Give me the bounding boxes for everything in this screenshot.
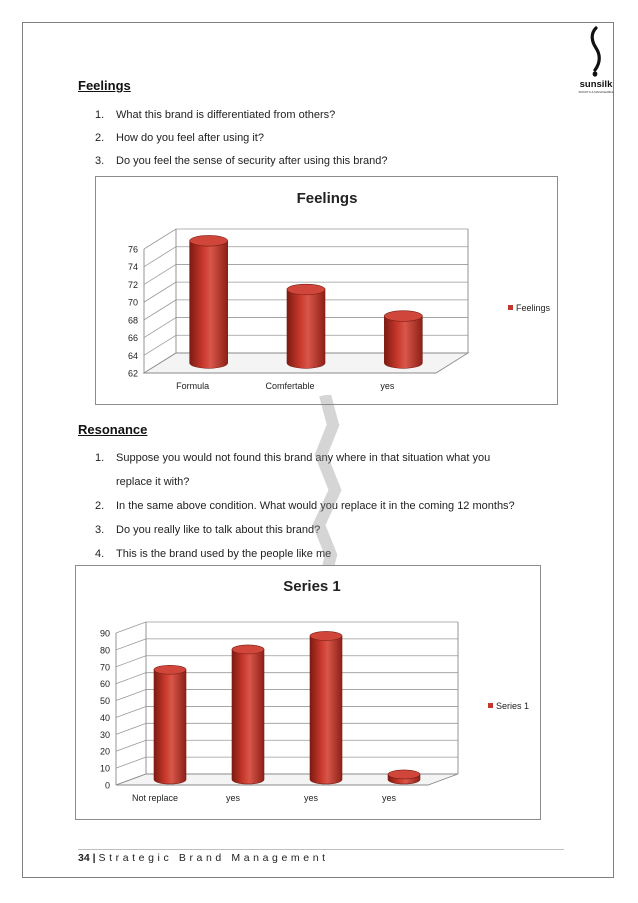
- y-tick-label: 10: [99, 763, 110, 774]
- y-tick-label: 74: [127, 262, 138, 273]
- x-tick-label: Not replace: [131, 793, 179, 803]
- bar: [190, 235, 228, 368]
- bar: [154, 665, 186, 784]
- bar: [310, 631, 342, 784]
- gridline-side: [116, 673, 146, 684]
- x-tick-label: Comfertable: [265, 381, 315, 391]
- gridline-side: [116, 656, 146, 667]
- y-tick-label: 64: [127, 350, 138, 361]
- bar: [287, 284, 325, 368]
- legend-label: Feelings: [516, 303, 551, 313]
- x-tick-label: yes: [380, 381, 395, 391]
- gridline-side: [144, 335, 176, 355]
- gridline-side: [144, 264, 176, 284]
- y-tick-label: 72: [127, 279, 138, 290]
- watermark-graphic: [295, 395, 355, 580]
- footer-separator: |: [92, 852, 96, 864]
- list-item: 2. In the same above condition. What would you replace it in the coming 12 months?: [95, 500, 515, 512]
- list-item: 1. What this brand is differentiated from others?: [95, 109, 336, 121]
- feelings-question-list: [95, 104, 388, 173]
- gridline-side: [116, 706, 146, 717]
- list-item: 3. Do you really like to talk about this brand?: [95, 524, 321, 536]
- gridline-side: [116, 690, 146, 701]
- bar: [388, 770, 420, 784]
- legend-label: Series 1: [496, 701, 530, 711]
- bar: [384, 311, 422, 369]
- sunsilk-logo: [574, 26, 618, 96]
- gridline-side: [144, 300, 176, 320]
- chart-title: Series 1: [283, 578, 341, 595]
- y-tick-label: 0: [104, 780, 110, 791]
- y-tick-label: 60: [99, 679, 110, 690]
- list-item: 3. Do you feel the sense of security after using this brand?: [95, 155, 388, 167]
- section-heading-resonance: Resonance: [78, 422, 148, 437]
- y-tick-label: 70: [127, 297, 138, 308]
- x-tick-label: yes: [381, 793, 397, 803]
- list-item: 2. How do you feel after using it?: [95, 132, 264, 144]
- y-tick-label: 62: [127, 368, 138, 379]
- gridline-side: [144, 247, 176, 267]
- y-tick-label: 80: [99, 645, 110, 656]
- gridline-side: [144, 282, 176, 302]
- y-tick-label: 50: [99, 696, 110, 707]
- footer-title: Strategic Brand Management: [98, 852, 329, 864]
- footer-divider: [78, 849, 564, 850]
- y-tick-label: 30: [99, 729, 110, 740]
- y-tick-label: 76: [127, 244, 138, 255]
- y-tick-label: 68: [127, 315, 138, 326]
- gridline-side: [144, 318, 176, 338]
- section-heading-feelings: Feelings: [78, 78, 131, 93]
- list-item: 1. Suppose you would not found this brand any where in that situation what you replace it with?: [95, 452, 491, 488]
- page-footer: [78, 852, 329, 864]
- feelings-chart: [95, 176, 558, 405]
- y-tick-label: 70: [99, 662, 110, 673]
- gridline-side: [116, 639, 146, 650]
- x-tick-label: Formula: [176, 381, 210, 391]
- x-tick-label: yes: [303, 793, 319, 803]
- chart-title: Feelings: [296, 190, 358, 207]
- y-tick-label: 20: [99, 746, 110, 757]
- logo-brand: sunsilk: [579, 79, 613, 90]
- page-number: 34: [78, 852, 90, 864]
- gridline-side: [116, 622, 146, 633]
- y-tick-label: 90: [99, 628, 110, 639]
- bar: [232, 645, 264, 784]
- y-tick-label: 40: [99, 712, 110, 723]
- legend-swatch: [488, 703, 493, 708]
- gridline-side: [116, 740, 146, 751]
- gridline-side: [116, 723, 146, 734]
- series1-chart: [75, 565, 541, 820]
- gridline-side: [144, 229, 176, 249]
- y-tick-label: 66: [127, 333, 138, 344]
- legend-swatch: [508, 305, 513, 310]
- logo-tagline: SMOOTH & MANAGEABLE: [578, 90, 614, 94]
- x-tick-label: yes: [225, 793, 241, 803]
- list-item: 4. This is the brand used by the people like me: [95, 548, 332, 560]
- gridline-side: [116, 757, 146, 768]
